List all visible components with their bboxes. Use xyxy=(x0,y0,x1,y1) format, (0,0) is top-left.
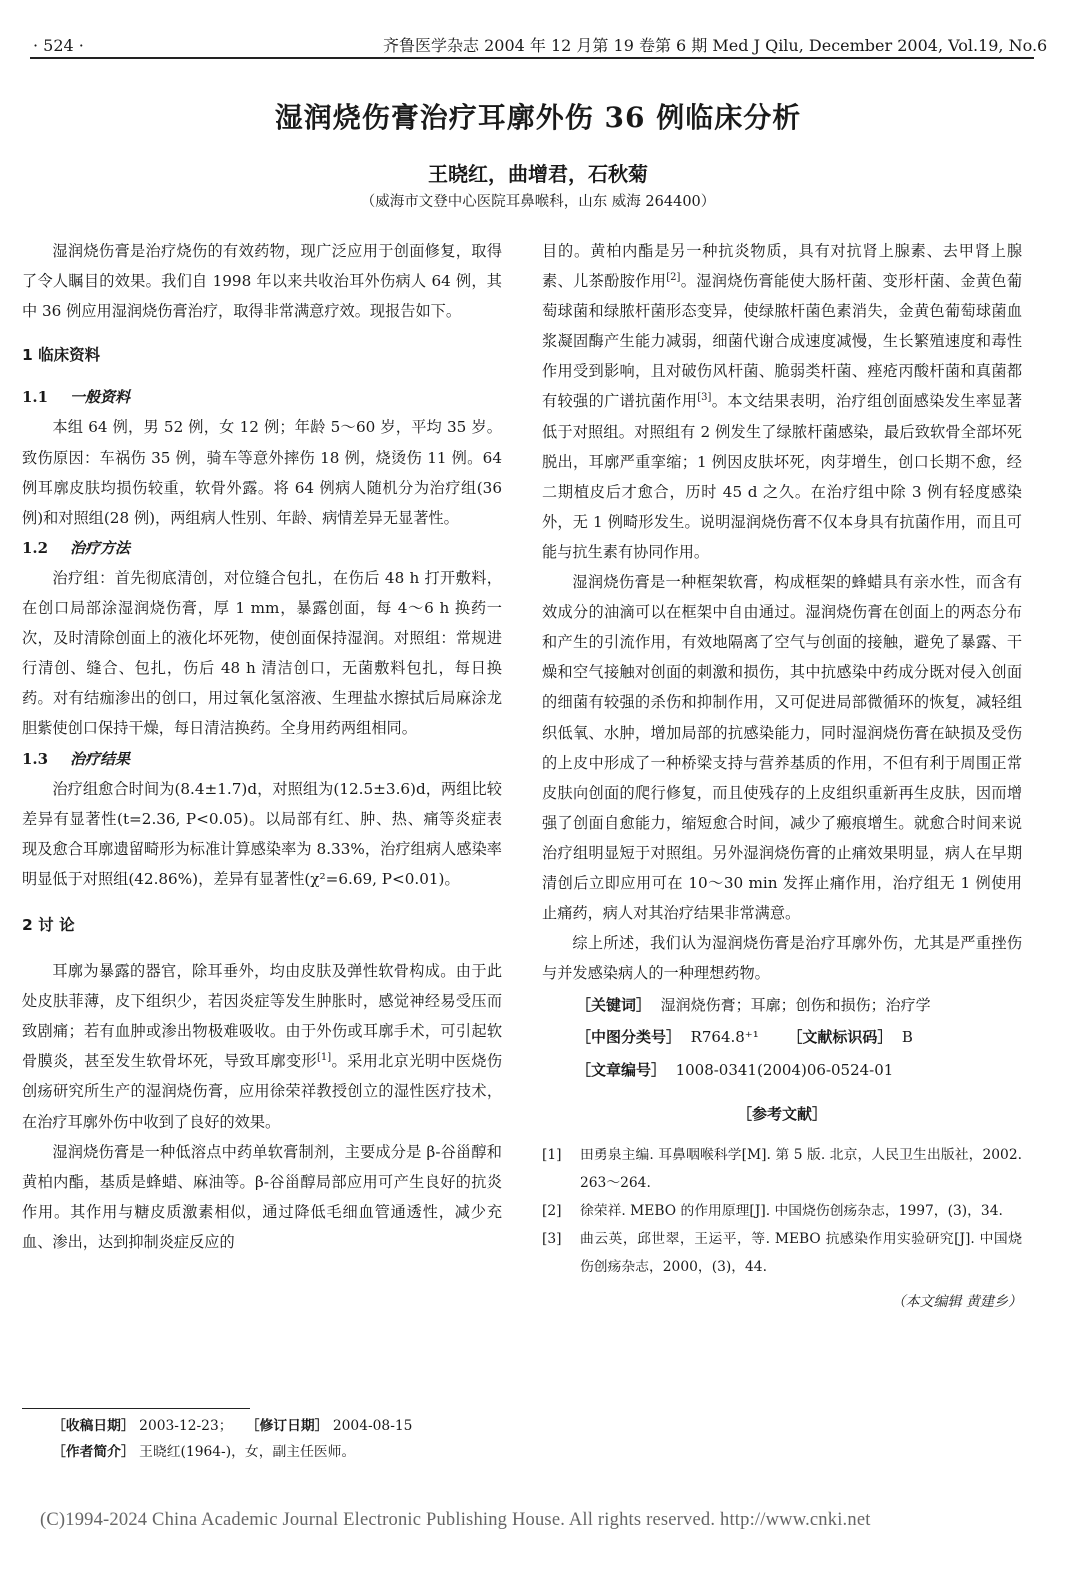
section-heading-1: 1 临床资料 xyxy=(22,346,101,365)
text-run: 目的。黄柏内酯是另一种抗炎物质，具有对抗肾上腺素、去甲肾上腺素、儿茶酚胺作用 xyxy=(542,242,1022,291)
reference-number: [2] xyxy=(542,1202,562,1219)
received-dates xyxy=(52,1414,412,1434)
subsection-1-1 xyxy=(22,382,502,412)
general-data-paragraph: 本组 64 例，男 52 例，女 12 例；年龄 5～60 岁，平均 35 岁。致伤原因：车祸伤 35 例，骑车等意外摔伤 18 例，烧烫伤 11 例。64 例耳廓皮肤均损伤较重，软骨外露。将 64 例病人随机分为治疗组(36 例)和对照组(28 例)，两组病人性别、年龄、病情差异无显著性。 xyxy=(22,418,502,527)
received-label: ［收稿日期］ xyxy=(52,1418,135,1434)
copyright-footer: (C)1994-2024 China Academic Journal Electronic Publishing House. All rights reserved. http://www.cnki.net xyxy=(40,1510,871,1530)
left-column xyxy=(22,236,502,1257)
clc-label: ［中图分类号］ xyxy=(576,1028,682,1047)
text-run: 耳廓为暴露的器官，除耳垂外，均由皮肤及弹性软骨构成。由于此处皮肤菲薄，皮下组织少，若因炎症等发生肿胀时，感觉神经易受压而致剧痛；若有血肿或渗出物极难吸收。由于外伤或耳廓手术，可引起软骨膜炎，甚至发生软骨坏死，导致耳廓变形 xyxy=(22,962,502,1071)
text-run: 。本文结果表明，治疗组创面感染发生率显著低于对照组。对照组有 2 例发生了绿脓杆菌感染，最后致软骨全部坏死脱出，耳廓严重挛缩；1 例因皮肤坏死，肉芽增生，创口长期不愈，经二期植皮后才愈合，历时 45 d 之久。在治疗组中除 3 例有轻度感染外，无 1 例畸形发生。说明湿润烧伤膏不仅本身具有抗菌作用，而且可能与抗生素有协同作用。 xyxy=(542,392,1023,561)
subsection-1-3 xyxy=(22,744,502,774)
discussion-paragraph-1 xyxy=(22,956,502,1137)
citation: [3] xyxy=(697,392,712,404)
intro-paragraph: 湿润烧伤膏是治疗烧伤的有效药物，现广泛应用于创面修复，取得了令人瞩目的效果。我们自 1998 年以来共收治耳外伤病人 64 例，其中 36 例应用湿润烧伤膏治疗，取得非常满意疗效。现报告如下。 xyxy=(22,242,502,321)
footnote-rule xyxy=(22,1408,250,1409)
author-bio xyxy=(52,1440,355,1460)
article-number-label: ［文章编号］ xyxy=(576,1060,667,1079)
citation: [2] xyxy=(666,272,681,284)
subsection-1-2 xyxy=(22,533,502,563)
authors: 王晓红，曲增君，石秋菊 xyxy=(428,162,648,186)
subsection-number: 1.1 xyxy=(22,388,49,407)
journal-header: 齐鲁医学杂志 2004 年 12 月第 19 卷第 6 期 Med J Qilu, December 2004, Vol.19, No.6 xyxy=(383,36,1048,55)
keywords xyxy=(542,990,1022,1020)
reference-number: [1] xyxy=(542,1146,562,1163)
reference-item xyxy=(542,1197,1022,1225)
references-heading: ［参考文献］ xyxy=(736,1104,827,1123)
subsection-name: 治疗结果 xyxy=(70,749,131,768)
editor-note: （本文编辑 黄建乡） xyxy=(891,1293,1022,1310)
section-heading-2: 2 讨 论 xyxy=(22,915,75,934)
treatment-method-paragraph: 治疗组：首先彻底清创，对位缝合包扎，在伤后 48 h 打开敷料，在创口局部涂湿润烧伤膏，厚 1 mm，暴露创面，每 4～6 h 换药一次，及时清除创面上的液化坏死物，使创面保持湿润。对照组：常规进行清创、缝合、包扎，伤后 48 h 清洁创口，无菌敷料包扎，每日换药。对有结痂渗出的创口，用过氧化氢溶液、生理盐水擦拭后局麻涂龙胆紫使创口保持干燥，每日清洁换药。全身用药两组相同。 xyxy=(22,568,502,738)
citation: [1] xyxy=(317,1052,332,1064)
affiliation: （威海市文登中心医院耳鼻喉科，山东 威海 264400） xyxy=(360,194,716,210)
treatment-result-paragraph: 治疗组愈合时间为(8.4±1.7)d，对照组为(12.5±3.6)d，两组比较差异有显著性(t=2.36, P<0.05)。以局部有红、肿、热、痛等炎症表现及愈合耳廓遗留畸形为标准计算感染率为 8.33%，治疗组病人感染率明显低于对照组(42.86%)，差异有显著性(χ²=6.69, P<0.01)。 xyxy=(22,779,502,888)
classification xyxy=(542,1022,1022,1052)
author-bio-label: ［作者简介］ xyxy=(52,1444,135,1460)
reference-text: 徐荣祥. MEBO 的作用原理[J]. 中国烧伤创疡杂志，1997，(3)，34. xyxy=(580,1202,1003,1219)
page-number: · 524 · xyxy=(33,36,84,55)
discussion-paragraph-2: 湿润烧伤膏是一种低溶点中药单软膏制剂，主要成分是 β-谷甾醇和黄柏内酯，基质是蜂蜡、麻油等。β-谷甾醇局部应用可产生良好的抗炎作用。其作用与糖皮质激素相似，通过降低毛细血管通透性，减少充血、渗出，达到抑制炎症反应的 xyxy=(22,1142,502,1251)
article-title: 湿润烧伤膏治疗耳廓外伤 36 例临床分析 xyxy=(274,101,802,134)
discussion-paragraph-4: 湿润烧伤膏是一种框架软膏，构成框架的蜂蜡具有亲水性，而含有效成分的油滴可以在框架中自由通过。湿润烧伤膏在创面上的两态分布和产生的引流作用，有效地隔离了空气与创面的接触，避免了暴露、干燥和空气接触对创面的刺激和损伤，其中抗感染中药成分既对侵入创面的细菌有较强的杀伤和抑制作用，又可促进局部微循环的恢复，减轻组织低氧、水肿，增加局部的抗感染能力，同时湿润烧伤膏在缺损及受伤的上皮中形成了一种桥梁支持与营养基质的作用，不但有利于周围正常皮肤向创面的爬行修复，而且使残存的上皮组织重新再生皮肤，因而增强了创面自愈能力，缩短愈合时间，减少了瘢痕增生。就愈合时间来说治疗组明显短于对照组。另外湿润烧伤膏的止痛效果明显，病人在早期清创后立即应用可在 10～30 min 发挥止痛作用，治疗组无 1 例使用止痛药，病人对其治疗结果非常满意。 xyxy=(542,573,1022,923)
reference-text: 田勇泉主编. 耳鼻咽喉科学[M]. 第 5 版. 北京，人民卫生出版社，2002. 263～264. xyxy=(580,1146,1022,1191)
subsection-number: 1.3 xyxy=(22,749,49,768)
article-number xyxy=(542,1055,1022,1085)
revised-date: 2004-08-15 xyxy=(332,1418,413,1434)
conclusion-paragraph: 综上所述，我们认为湿润烧伤膏是治疗耳廓外伤，尤其是严重挫伤与并发感染病人的一种理想药物。 xyxy=(542,934,1022,983)
reference-item xyxy=(542,1225,1022,1281)
text-run: 。湿润烧伤膏能使大肠杆菌、变形杆菌、金黄色葡萄球菌和绿脓杆菌形态变异，使绿脓杆菌色素消失，金黄色葡萄球菌血浆凝固酶产生能力减弱，细菌代谢合成速度减慢，生长繁殖速度和毒性作用受到影响，且对破伤风杆菌、脆弱类杆菌、痤疮丙酸杆菌和真菌都有较强的广谱抗菌作用 xyxy=(542,272,1023,411)
clc-text: R764.8⁺¹ xyxy=(690,1028,759,1047)
header-rule xyxy=(30,57,1034,59)
doc-code-text: B xyxy=(901,1028,913,1047)
article-number-text: 1008-0341(2004)06-0524-01 xyxy=(675,1060,894,1079)
right-column xyxy=(542,236,1022,1317)
reference-item xyxy=(542,1141,1022,1197)
reference-text: 曲云英，邱世翠，王运平，等. MEBO 抗感染作用实验研究[J]. 中国烧伤创疡杂志，2000，(3)，44. xyxy=(580,1230,1022,1275)
keywords-label: ［关键词］ xyxy=(576,996,652,1015)
doc-code-label: ［文献标识码］ xyxy=(787,1028,893,1047)
text-run: 。采用北京光明中医烧伤创疡研究所生产的湿润烧伤膏，应用徐荣祥教授创立的湿性医疗技术，在治疗耳廓外伤中收到了良好的效果。 xyxy=(22,1052,503,1131)
subsection-name: 治疗方法 xyxy=(70,538,131,557)
discussion-paragraph-3 xyxy=(542,236,1022,567)
keywords-text: 湿润烧伤膏；耳廓；创伤和损伤；治疗学 xyxy=(660,996,931,1015)
received-date: 2003-12-23； xyxy=(139,1418,233,1434)
author-bio-text: 王晓红(1964-)，女，副主任医师。 xyxy=(139,1444,356,1460)
subsection-number: 1.2 xyxy=(22,538,49,557)
subsection-name: 一般资料 xyxy=(70,388,131,407)
revised-label: ［修订日期］ xyxy=(245,1418,329,1434)
reference-number: [3] xyxy=(542,1230,562,1247)
